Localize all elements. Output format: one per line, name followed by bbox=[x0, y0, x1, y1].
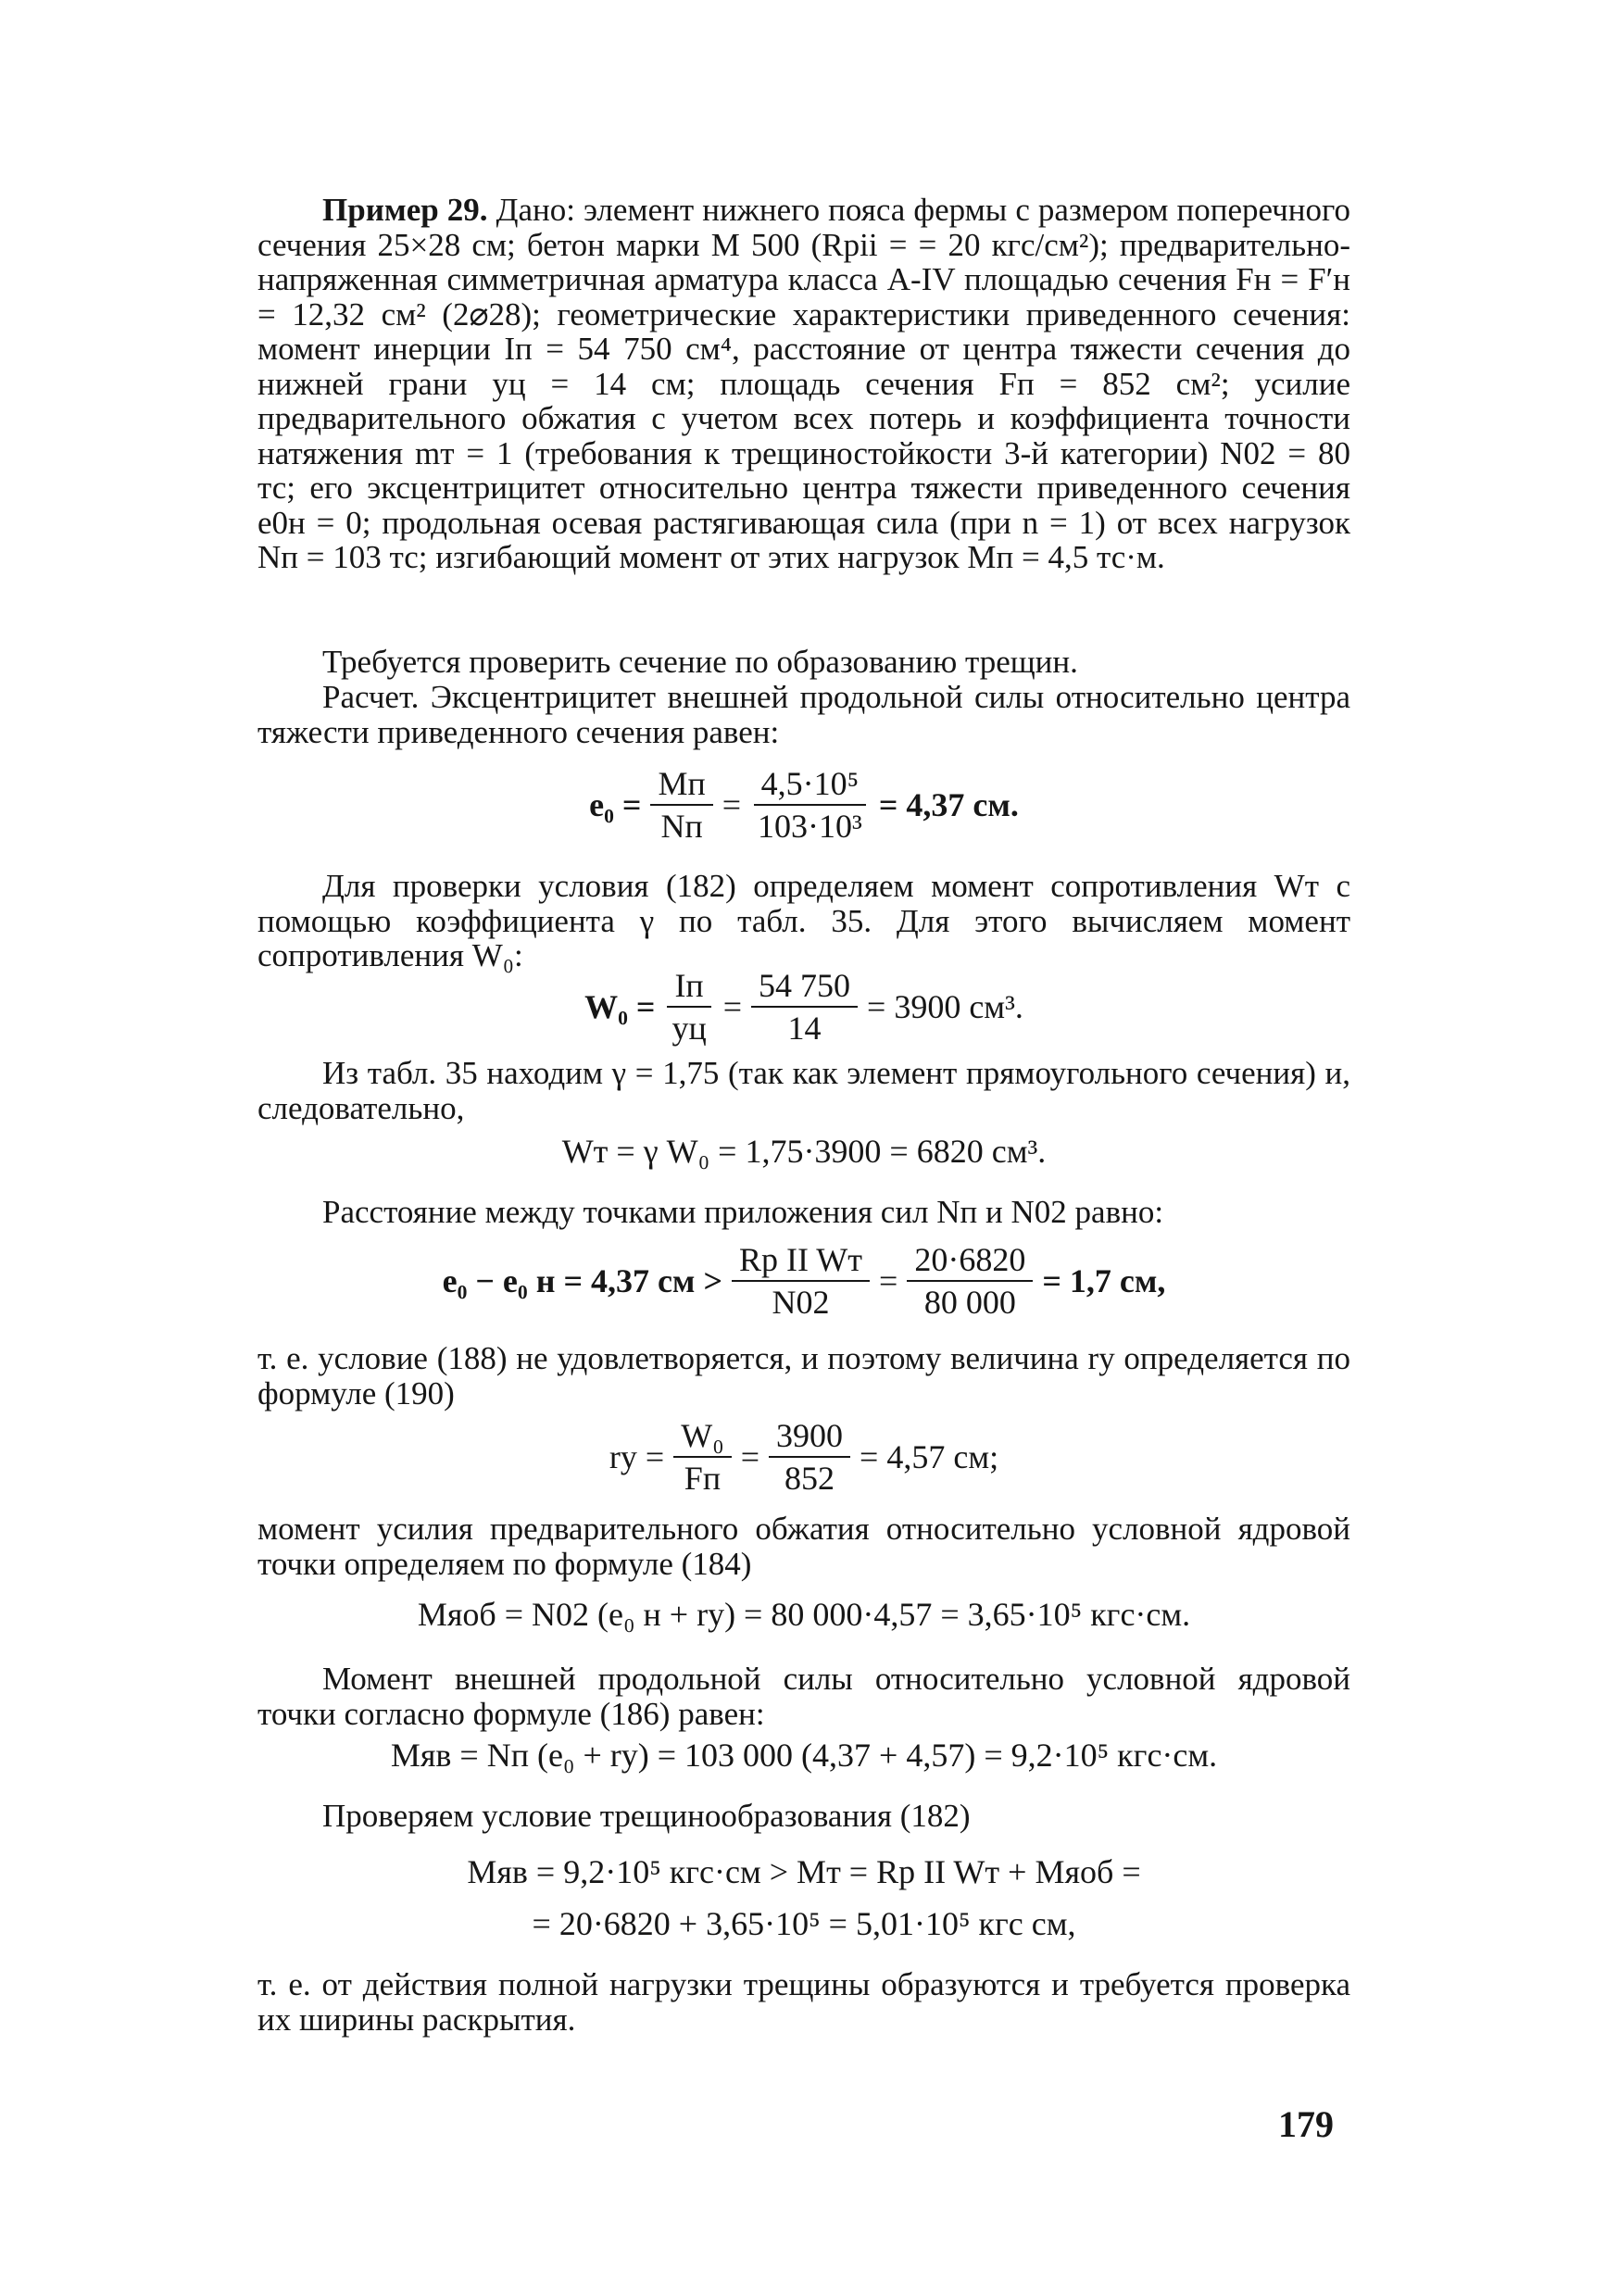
eq1-fraction-2 bbox=[750, 765, 870, 845]
eq4-num2: 20·6820 bbox=[907, 1241, 1033, 1282]
eq1-num2: 4,5·10⁵ bbox=[754, 765, 867, 806]
eq5-fraction-2 bbox=[769, 1417, 850, 1497]
eq4-rhs: = 1,7 см, bbox=[1042, 1262, 1166, 1299]
eq1-num1: Mп bbox=[650, 765, 712, 806]
page-number: 179 bbox=[1278, 2103, 1334, 2145]
eq5-fraction-1 bbox=[673, 1417, 732, 1497]
paragraph-condition-188: т. е. условие (188) не удовлетворяется, и поэтому величина rу определяется по формуле (190) bbox=[257, 1340, 1350, 1411]
equation-distance bbox=[257, 1241, 1350, 1321]
eq2-fraction-2 bbox=[751, 967, 858, 1047]
eq1-rhs: = 4,37 см. bbox=[878, 786, 1019, 823]
equation-m-v: Mяв = Nп (e₀ + rу) = 103 000 (4,37 + 4,57) = 9,2·10⁵ кгс·см. bbox=[390, 1737, 1218, 1774]
paragraph-check-condition: Проверяем условие трещинообразования (182) bbox=[322, 1798, 971, 1834]
eq4-den2: 80 000 bbox=[923, 1284, 1016, 1321]
eq1-den1: Nп bbox=[660, 808, 703, 845]
paragraph-resistance-moment: Для проверки условия (182) определяем момент сопротивления Wт с помощью коэффициента γ по табл. 35. Для этого вычисляем момент сопротивления W₀: bbox=[257, 868, 1350, 973]
eq4-num1: Rp II Wт bbox=[732, 1241, 870, 1282]
example-label: Пример 29. bbox=[322, 192, 488, 228]
eq4-lhs: e₀ − e₀ н = 4,37 см > bbox=[442, 1262, 722, 1299]
paragraph-distance: Расстояние между точками приложения сил Nп и N02 равно: bbox=[322, 1194, 1164, 1230]
eq4-fraction-1 bbox=[732, 1241, 870, 1321]
equation-check-line1: Mяв = 9,2·10⁵ кгс·см > Mт = Rp II Wт + Mяоб = bbox=[467, 1853, 1141, 1890]
paragraph-calculation: Расчет. Эксцентрицитет внешней продольной силы относительно центра тяжести приведенного сечения равен: bbox=[257, 679, 1350, 750]
eq1-equals: = bbox=[722, 786, 742, 823]
paragraph-external-moment: Момент внешней продольной силы относительно условной ядровой точки согласно формуле (186) равен: bbox=[257, 1661, 1350, 1732]
paragraph-example-statement bbox=[257, 193, 1350, 575]
eq2-num1: Iп bbox=[667, 967, 710, 1008]
eq5-rhs: = 4,57 см; bbox=[860, 1438, 999, 1475]
eq5-lhs: rу = bbox=[609, 1438, 665, 1475]
eq2-rhs: = 3900 см³. bbox=[867, 988, 1023, 1025]
equation-ry bbox=[257, 1417, 1350, 1497]
paragraph-conclusion: т. е. от действия полной нагрузки трещины образуются и требуется проверка их ширины раскрытия. bbox=[257, 1966, 1350, 2038]
equation-wt: Wт = γ W₀ = 1,75·3900 = 6820 см³. bbox=[561, 1133, 1047, 1170]
eq2-equals: = bbox=[722, 988, 743, 1025]
eq4-equals: = bbox=[879, 1262, 898, 1299]
eq4-den1: N02 bbox=[772, 1284, 830, 1321]
paragraph-gamma: Из табл. 35 находим γ = 1,75 (так как элемент прямоугольного сечения) и, следовательно, bbox=[257, 1055, 1350, 1126]
eq2-den2: 14 bbox=[787, 1010, 822, 1047]
eq1-fraction-1 bbox=[650, 765, 712, 845]
equation-eccentricity bbox=[257, 765, 1350, 845]
eq5-den2: 852 bbox=[784, 1460, 835, 1497]
eq1-den2: 103·10³ bbox=[758, 808, 862, 845]
eq5-num1: W₀ bbox=[673, 1417, 732, 1458]
eq5-equals: = bbox=[740, 1438, 760, 1475]
eq4-fraction-2 bbox=[907, 1241, 1033, 1321]
eq2-den1: yц bbox=[671, 1010, 707, 1047]
paragraph-requirement: Требуется проверить сечение по образованию трещин. bbox=[322, 644, 1078, 680]
equation-m-ob: Mяоб = N02 (e₀ н + rу) = 80 000·4,57 = 3,65·10⁵ кгс·см. bbox=[417, 1596, 1191, 1633]
eq2-num2: 54 750 bbox=[751, 967, 858, 1008]
eq5-den1: Fп bbox=[684, 1460, 722, 1497]
eq1-lhs: e₀ = bbox=[589, 786, 642, 823]
equation-check-line2: = 20·6820 + 3,65·10⁵ = 5,01·10⁵ кгс см, bbox=[532, 1905, 1076, 1942]
eq2-lhs: W₀ = bbox=[584, 988, 656, 1025]
equation-w0 bbox=[257, 967, 1350, 1047]
paragraph-prestress-moment: момент усилия предварительного обжатия относительно условной ядровой точки определяем по формуле (184) bbox=[257, 1511, 1350, 1582]
eq5-num2: 3900 bbox=[769, 1417, 850, 1458]
eq2-fraction-1 bbox=[664, 967, 713, 1047]
example-text: Дано: элемент нижнего пояса фермы с размером поперечного сечения 25×28 см; бетон марки М 500 (Rpii = = 20 кгс/см²); предварительно-напряженная симметричная арматура класса A-IV площадью сечения Fн = F′н = 12,32 см² (2⌀28); геометрические характеристики приведенного сечения: момент инерции Iп = 54 750 см⁴, расстояние от центра тяжести сечения до нижней грани yц = 14 см; площадь сечения Fп = 852 см²; усилие предварительного обжатия с учетом всех потерь и коэффициента точности натяжения mт = 1 (требования к трещиностойкости 3-й категории) N02 = 80 тс; его эксцентрицитет относительно центра тяжести приведенного сечения e0н = 0; продольная осевая растягивающая сила (при n = 1) от всех нагрузок Nп = 103 тс; изгибающий момент от этих нагрузок Mп = 4,5 тс·м. bbox=[257, 192, 1351, 575]
